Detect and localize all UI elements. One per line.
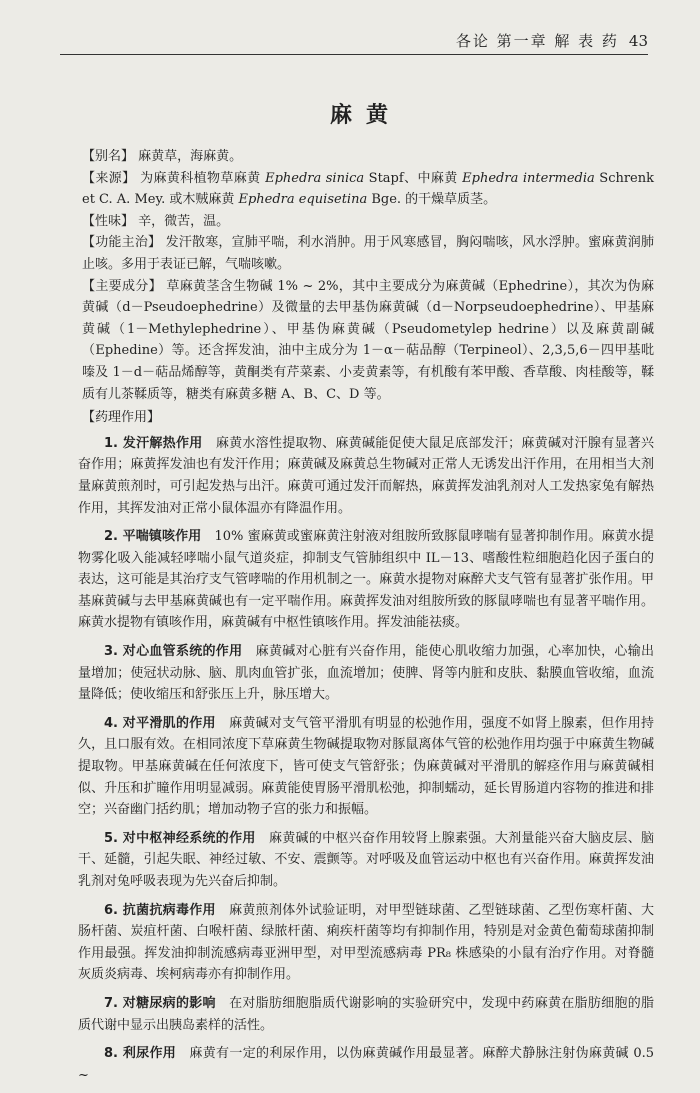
pharmacology-item	[78, 526, 654, 634]
pharmacology-list	[78, 433, 654, 1087]
latin-name: Ephedra intermedia	[462, 170, 595, 186]
running-header	[60, 30, 648, 55]
item-heading: 7. 对糖尿病的影响	[104, 995, 216, 1011]
item-text: 麻黄水溶性提取物、麻黄碱能促使大鼠足底部发汗；麻黄碱对汗腺有显著兴奋作用；麻黄挥发油也有发汗作用；麻黄碱及麻黄总生物碱对正常人无诱发出汗作用，在用相当大剂量麻黄煎剂时，可引起发热与出汗。麻黄可通过发汗而解热，麻黄挥发油乳剂对人工发热家兔有解热作用，其挥发油对正常小鼠体温亦有降温作用。	[78, 435, 654, 516]
page-number: 43	[628, 32, 648, 50]
latin-name: Ephedra equisetina	[238, 192, 368, 208]
item-heading: 3. 对心血管系统的作用	[104, 644, 243, 660]
pharmacology-heading: 【药理作用】	[82, 410, 161, 426]
pharmacology-item	[78, 713, 654, 821]
item-heading: 1. 发汗解热作用	[104, 435, 203, 451]
chapter-title: 各论 第一章 解 表 药	[455, 32, 619, 50]
components-field: 【主要成分】 草麻黄茎含生物碱 1% ~ 2%，其中主要成分为麻黄碱（Ephedrine），其次为伪麻黄碱（d－Pseudoephedrine）及微量的去甲基伪麻黄碱（d－Norpseudoephedrine）、甲基麻黄碱（1－Methylephedrine）、甲基伪麻黄碱（Pseudometylep hedrine）以及麻黄副碱（Ephedine）等。还含挥发油，油中主成分为 1－α－萜品醇（Terpineol）、2,3,5,6－四甲基吡嗪及 1－d－萜品烯醇等，黄酮类有芹菜素、小麦黄素等，有机酸有苯甲酸、香草酸、肉桂酸等，鞣质有儿茶鞣质等，糖类有麻黄多糖 A、B、C、D 等。	[82, 278, 654, 402]
item-heading: 6. 抗菌抗病毒作用	[104, 902, 216, 918]
item-text: 麻黄煎剂体外试验证明，对甲型链球菌、乙型链球菌、乙型伤寒杆菌、大肠杆菌、炭疽杆菌、白喉杆菌、绿脓杆菌、痢疾杆菌等均有抑制作用，特别是对金黄色葡萄球菌抑制作用最强。挥发油抑制流感病毒亚洲甲型，对甲型流感病毒 PR₈ 株感染的小鼠有治疗作用。对脊髓灰质炎病毒、埃柯病毒亦有抑制作用。	[78, 902, 654, 983]
pharmacology-item	[78, 433, 654, 519]
source-field: 【来源】 为麻黄科植物草麻黄 Ephedra sinica Stapf、中麻黄 Ephedra intermedia Schrenk et C. A. Mey. 或木贼麻黄 Ephedra equisetina Bge. 的干燥草质茎。	[82, 170, 655, 208]
item-text: 麻黄碱对心脏有兴奋作用，能使心肌收缩力加强，心率加快，心输出量增加；使冠状动脉、脑、肌肉血管扩张，血流增加；使脾、肾等内脏和皮肤、黏膜血管收缩，血流量降低；使收缩压和舒张压上升，脉压增大。	[78, 644, 654, 703]
item-heading: 5. 对中枢神经系统的作用	[104, 830, 256, 846]
item-heading: 8. 利尿作用	[104, 1046, 177, 1062]
latin-name: Ephedra sinica	[265, 170, 365, 186]
pharmacology-item	[78, 900, 654, 986]
nature-field: 【性味】 辛，微苦，温。	[82, 213, 230, 229]
pharmacology-item	[78, 1043, 654, 1086]
item-text: 麻黄碱对支气管平滑肌有明显的松弛作用，强度不如肾上腺素，但作用持久，且口服有效。在相同浓度下草麻黄生物碱提取物对豚鼠离体气管的松弛作用均强于中麻黄生物碱提取物。甲基麻黄碱在任何浓度下，皆可使支气管舒张；伪麻黄碱对平滑肌的解痉作用与麻黄碱相似、升压和扩瞳作用明显减弱。麻黄能使胃肠平滑肌松弛，抑制蠕动，延长胃肠道内容物的推进和排空；兴奋幽门括约肌；增加动物子宫的张力和振幅。	[78, 715, 654, 818]
entry-title: 麻黄	[329, 102, 402, 128]
pharmacology-item	[78, 641, 654, 706]
item-heading: 4. 对平滑肌的作用	[104, 715, 216, 731]
page-body	[78, 72, 654, 1093]
item-text: 麻黄碱的中枢兴奋作用较肾上腺素强。大剂量能兴奋大脑皮层、脑干、延髓，引起失眠、神经过敏、不安、震颤等。对呼吸及血管运动中枢也有兴奋作用。麻黄挥发油乳剂对兔呼吸表现为先兴奋后抑制。	[78, 830, 654, 889]
item-text: 在对脂肪细胞脂质代谢影响的实验研究中，发现中药麻黄在脂肪细胞的脂质代谢中显示出胰岛素样的活性。	[78, 995, 654, 1033]
pharmacology-item	[78, 993, 654, 1036]
functions-field: 【功能主治】 发汗散寒，宣肺平喘，利水消肿。用于风寒感冒，胸闷喘咳，风水浮肿。蜜麻黄润肺止咳。多用于表证已解，气喘咳嗽。	[82, 235, 654, 272]
alias-field: 【别名】 麻黄草，海麻黄。	[82, 149, 243, 164]
item-heading: 2. 平喘镇咳作用	[104, 529, 202, 545]
pharmacology-item	[78, 828, 654, 893]
item-text: 麻黄有一定的利尿作用，以伪麻黄碱作用最显著。麻醉犬静脉注射伪麻黄碱 0.5 ~	[78, 1046, 654, 1083]
item-text: 10% 蜜麻黄或蜜麻黄注射液对组胺所致豚鼠哮喘有显著抑制作用。麻黄水提物雾化吸入能减轻哮喘小鼠气道炎症，抑制支气管肺组织中 IL－13、嗜酸性粒细胞趋化因子蛋白的表达，这可能是其治疗支气管哮喘的作用机制之一。麻黄水提物对麻醉犬支气管有显著扩张作用。甲基麻黄碱与去甲基麻黄碱也有一定平喘作用。麻黄挥发油对组胺所致的豚鼠哮喘也有显著平喘作用。麻黄水提物有镇咳作用，麻黄碱有中枢性镇咳作用。挥发油能祛痰。	[78, 529, 654, 631]
